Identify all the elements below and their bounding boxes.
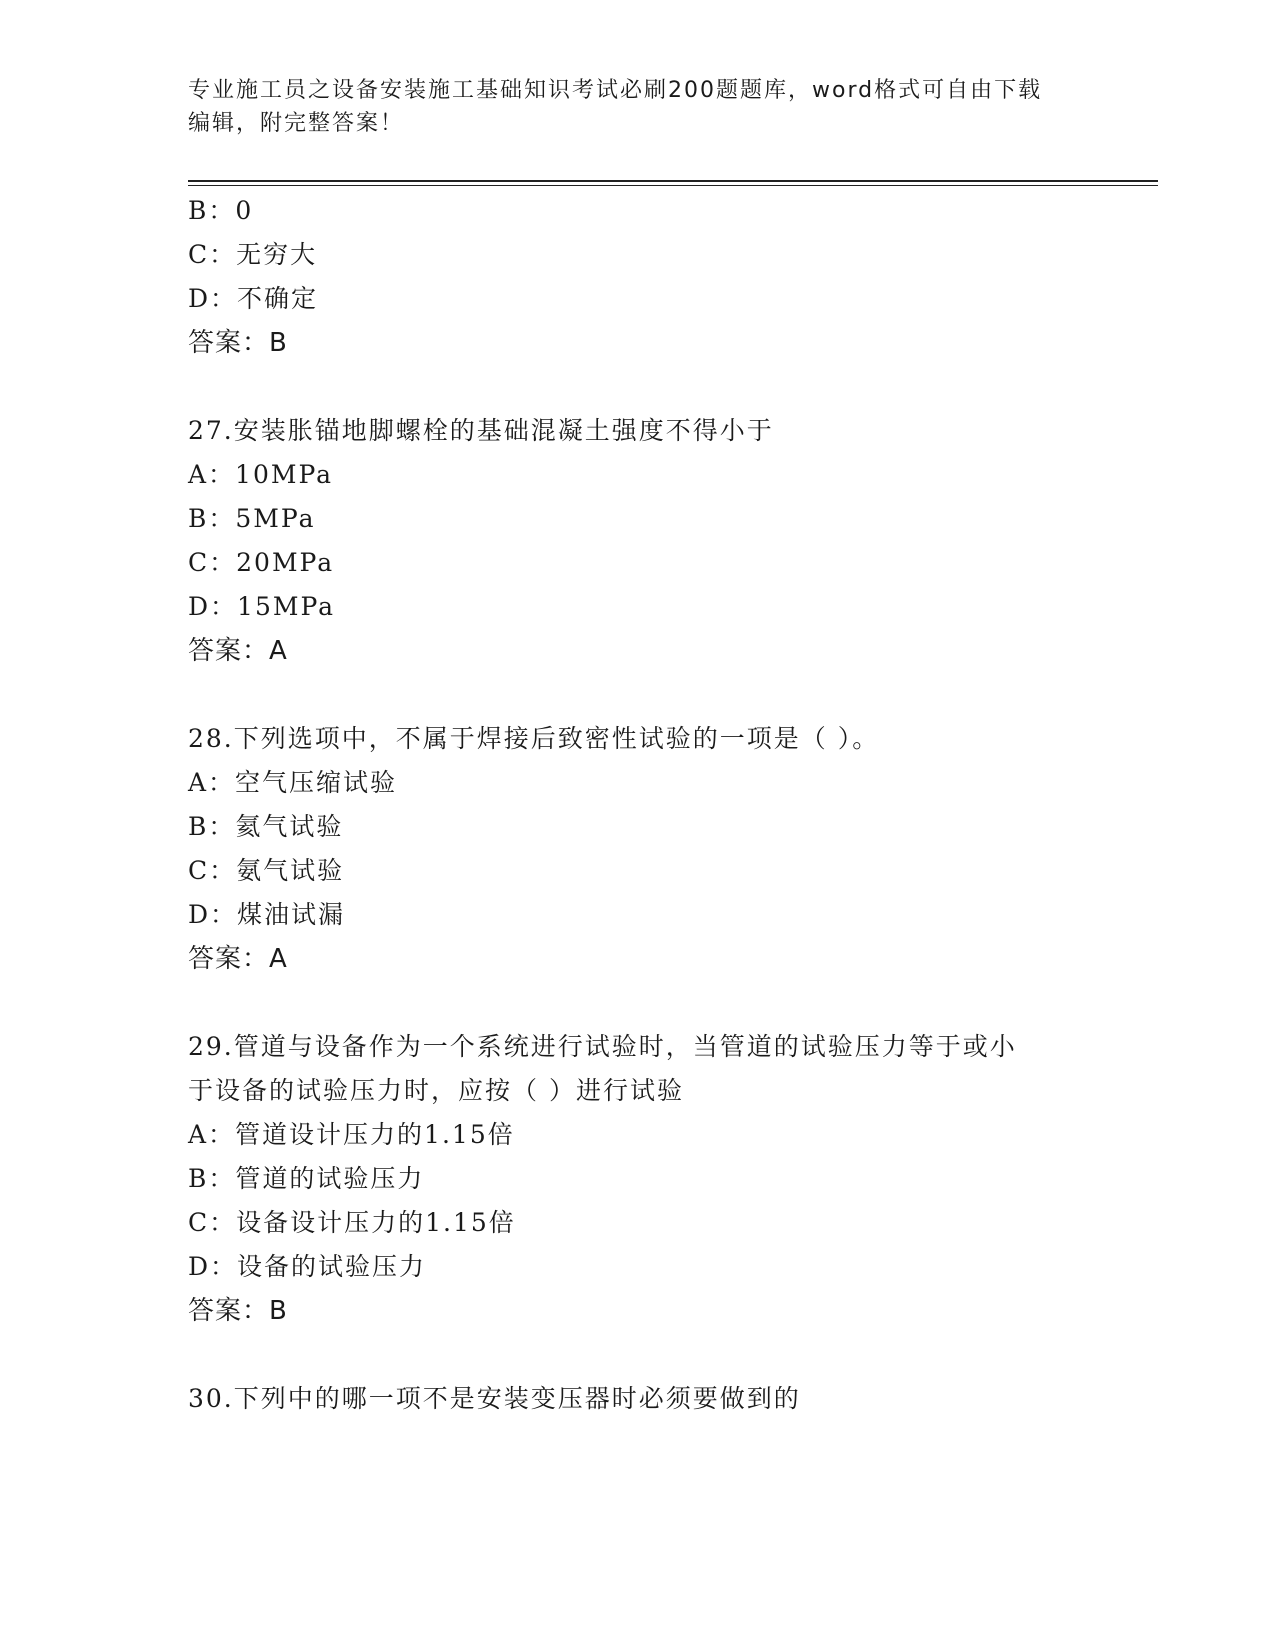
- q29-option-a: A：管道设计压力的1.15倍: [188, 1120, 515, 1149]
- header-divider-thick: [188, 180, 1158, 182]
- q27-option-b: B：5MPa: [188, 504, 316, 533]
- header-divider-thin: [188, 185, 1158, 186]
- q28-option-b: B：氦气试验: [188, 812, 344, 841]
- q29-option-c: C：设备设计压力的1.15倍: [188, 1208, 516, 1237]
- q26-option-d: D：不确定: [188, 284, 319, 313]
- q28-answer: 答案：A: [188, 944, 288, 974]
- q29-question-line-1: 29.管道与设备作为一个系统进行试验时，当管道的试验压力等于或小: [188, 1032, 1017, 1061]
- q27-option-a: A：10MPa: [188, 460, 334, 489]
- q29-question-line-2: 于设备的试验压力时，应按（ ）进行试验: [188, 1076, 684, 1105]
- q29-option-b: B：管道的试验压力: [188, 1164, 425, 1193]
- q26-answer: 答案：B: [188, 328, 288, 358]
- q26-option-b: B：0: [188, 196, 254, 225]
- q27-option-d: D：15MPa: [188, 592, 336, 621]
- q29-answer: 答案：B: [188, 1296, 288, 1326]
- document-header: [188, 74, 1088, 140]
- q28-option-c: C：氨气试验: [188, 856, 345, 885]
- header-line-2: 编辑，附完整答案！: [188, 111, 405, 136]
- q29-option-d: D：设备的试验压力: [188, 1252, 427, 1281]
- q30-question: 30.下列中的哪一项不是安装变压器时必须要做到的: [188, 1384, 801, 1413]
- q28-question: 28.下列选项中，不属于焊接后致密性试验的一项是（ ）。: [188, 724, 880, 753]
- q26-option-c: C：无穷大: [188, 240, 318, 269]
- q27-answer: 答案：A: [188, 636, 288, 666]
- q28-option-d: D：煤油试漏: [188, 900, 346, 929]
- q27-option-c: C：20MPa: [188, 548, 335, 577]
- q27-question: 27.安装胀锚地脚螺栓的基础混凝土强度不得小于: [188, 416, 774, 445]
- header-line-1: 专业施工员之设备安装施工基础知识考试必刷200题题库，word格式可自由下载: [188, 78, 1043, 103]
- q28-option-a: A：空气压缩试验: [188, 768, 398, 797]
